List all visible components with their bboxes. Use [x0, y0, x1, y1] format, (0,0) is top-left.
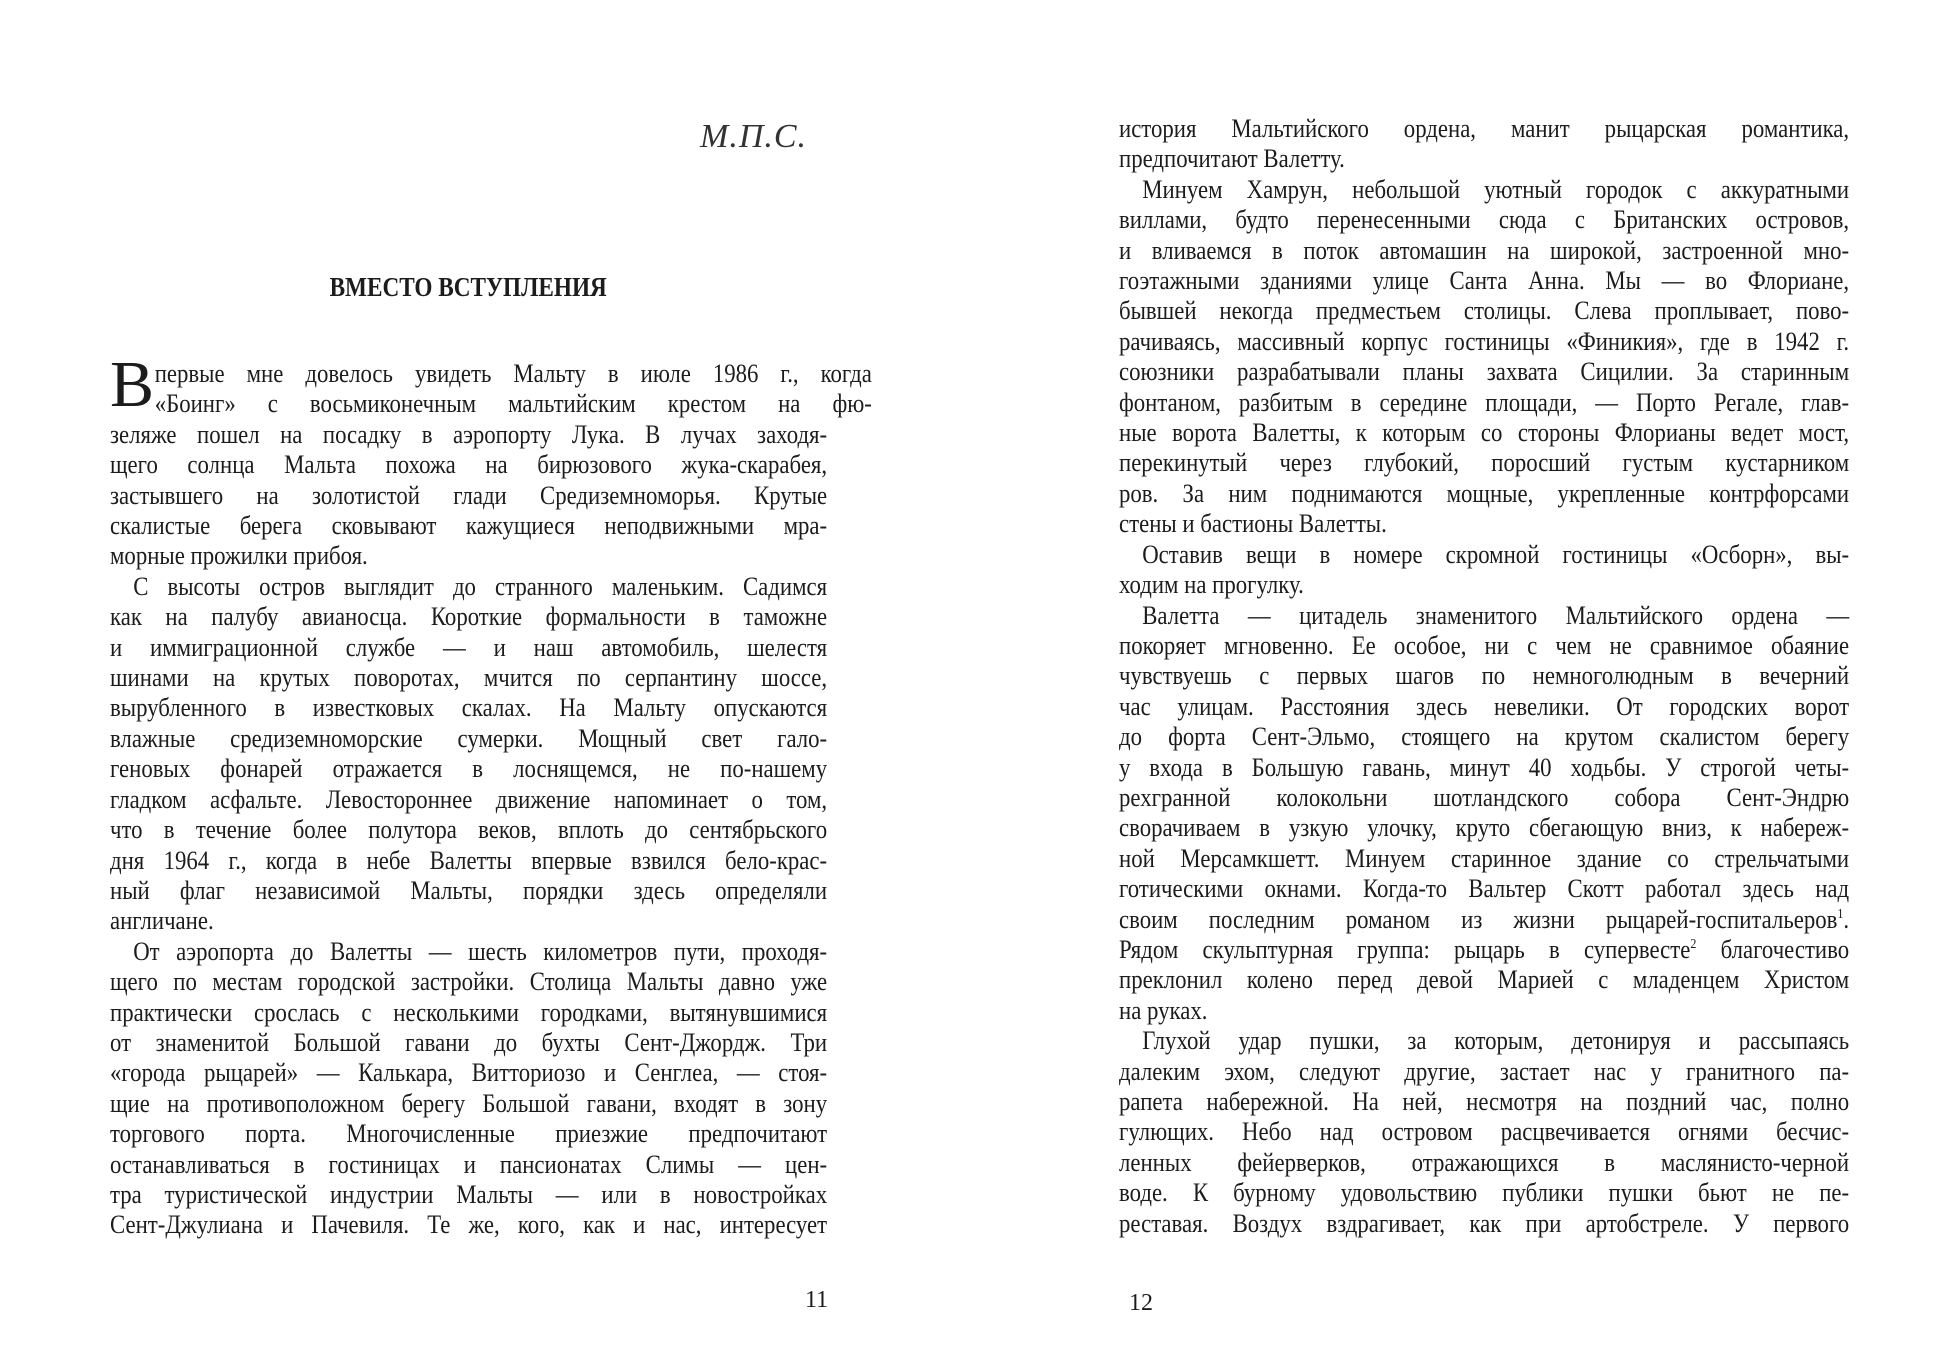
- text-line: ходим на прогулку.: [1119, 569, 1304, 600]
- text-line: далеким эхом, следуют другие, застает нас у гранитного па-: [1119, 1055, 1850, 1086]
- text-line-with-footnote: своим последним романом из жизни рыцарей-госпитальеров$^1$.: [1119, 903, 1850, 934]
- text-line-with-footnote: Рядом скульптурная группа: рыцарь в супервесте$^2$ благочестиво: [1119, 933, 1850, 964]
- text-line: геновых фонарей отражается в лоснящемся, не по-нашему: [110, 753, 828, 784]
- text-line: застывшего на золотистой глади Средиземноморья. Крутые: [110, 479, 828, 510]
- text-line: сворачиваем в узкую улочку, круто сбегающую вниз, к набереж-: [1119, 812, 1850, 843]
- text-line: ров. За ним поднимаются мощные, укрепленные контрфорсами: [1119, 477, 1850, 508]
- text-line: щего по местам городской застройки. Столица Мальты давно уже: [110, 966, 828, 997]
- text-line: щие на противоположном берегу Большой гавани, входят в зону: [110, 1087, 828, 1118]
- text-line: практически срослась с несколькими городками, вытянувшимися: [110, 996, 828, 1027]
- text-line: останавливаться в гостиницах и пансионатах Слимы — цен-: [110, 1148, 828, 1179]
- text-line: ные ворота Валетты, к которым со стороны Флорианы ведет мост,: [1119, 417, 1850, 448]
- text-line: Сент-Джулиана и Пачевиля. Те же, кого, как и нас, интересует: [110, 1209, 828, 1240]
- running-head: М.П.С.: [700, 118, 808, 155]
- chapter-title: ВМЕСТО ВСТУПЛЕНИЯ: [329, 272, 608, 302]
- text-line: и иммиграционной службе — и наш автомобиль, шелестя: [110, 631, 828, 662]
- text-line: тра туристической индустрии Мальты — или в новостройках: [110, 1178, 828, 1209]
- text-line: рапета набережной. На ней, несмотря на поздний час, полно: [1119, 1086, 1850, 1116]
- left-body-text: [110, 348, 872, 1240]
- text-line: покоряет мгновенно. Ее особое, ни с чем не сравнимое обаяние: [1119, 629, 1850, 660]
- text-line: первые мне довелось увидеть Мальту в июле 1986 г., когда: [154, 358, 872, 388]
- text-line: дня 1964 г., когда в небе Валетты впервые взвился бело-крас-: [110, 844, 828, 875]
- text-line: союзники разрабатывали планы захвата Сицилии. За старинным: [1119, 356, 1850, 387]
- text-line: предпочитают Валетту.: [1119, 143, 1345, 174]
- text-line: влажные средиземноморские сумерки. Мощный свет гало-: [110, 722, 828, 753]
- text-line: торгового порта. Многочисленные приезжие предпочитают: [110, 1118, 828, 1149]
- text-line: скалистые берега сковывают кажущиеся неподвижными мра-: [110, 510, 828, 541]
- right-body-text: [1119, 113, 1849, 1238]
- text-line: готическими окнами. Когда-то Вальтер Скотт работал здесь над: [1119, 873, 1850, 904]
- page-number: 11: [805, 1287, 829, 1313]
- footnote-ref-1[interactable]: 1: [1837, 906, 1844, 922]
- text-line: виллами, будто перенесенными сюда с Британских островов,: [1119, 204, 1850, 235]
- text-line: до форта Сент-Эльмо, стоящего на крутом скалистом берегу: [1119, 721, 1850, 752]
- text-line: воде. К бурному удовольствию публики пушки бьют не пе-: [1119, 1177, 1850, 1208]
- text-line: рехгранной колокольни шотландского собора Сент-Эндрю: [1119, 781, 1850, 812]
- text-line: морные прожилки прибоя.: [110, 540, 368, 571]
- text-line: С высоты остров выглядит до странного маленьким. Садимся: [133, 570, 828, 601]
- text-line: рачиваясь, массивный корпус гостиницы «Финикия», где в 1942 г.: [1119, 325, 1850, 356]
- text-line: шинами на крутых поворотах, мчится по серпантину шоссе,: [110, 662, 828, 693]
- text-line: бывшей некогда предместьем столицы. Слева проплывает, пово-: [1119, 295, 1850, 326]
- text-line: гладком асфальте. Левостороннее движение напоминает о том,: [110, 783, 828, 814]
- text-line: Валетта — цитадель знаменитого Мальтийского ордена —: [1142, 599, 1850, 630]
- text-line: фонтаном, разбитым в середине площади, — Порто Регале, глав-: [1119, 386, 1850, 417]
- text-line: Глухой удар пушки, за которым, детонируя и рассыпаясь: [1142, 1025, 1850, 1056]
- text-line: преклонил колено перед девой Марией с младенцем Христом: [1119, 964, 1850, 995]
- text-line: Оставив вещи в номере скромной гостиницы «Осборн», вы-: [1142, 538, 1850, 569]
- text-line: Минуем Хамрун, небольшой уютный городок с аккуратными: [1142, 173, 1850, 204]
- text-line: стены и бастионы Валетты.: [1119, 508, 1387, 539]
- text-line: зеляже пошел на посадку в аэропорту Лука. В лучах заходя-: [110, 418, 828, 449]
- text-line: англичане.: [110, 905, 214, 936]
- text-line: история Мальтийского ордена, манит рыцарская романтика,: [1119, 113, 1850, 143]
- text-line: что в течение более полутора веков, вплоть до сентябрьского: [110, 814, 828, 845]
- text-line: «Боинг» с восьмиконечным мальтийским крестом на фю-: [154, 388, 872, 419]
- text-line: реставая. Воздух вздрагивает, как при артобстреле. У первого: [1119, 1207, 1850, 1238]
- page-number: 12: [1129, 1290, 1153, 1316]
- text-line: гоэтажными зданиями улице Санта Анна. Мы — во Флориане,: [1119, 265, 1850, 296]
- text-line: у входа в Большую гавань, минут 40 ходьбы. У строгой четы-: [1119, 751, 1850, 782]
- first-paragraph-opening: [110, 348, 872, 421]
- text-line: и вливаемся в поток автомашин на широкой, застроенной мно-: [1119, 234, 1850, 265]
- text-line: как на палубу авианосца. Короткие формальности в таможне: [110, 601, 828, 632]
- text-line: ной Мерсамкшетт. Минуем старинное здание со стрельчатыми: [1119, 842, 1850, 873]
- text-line: щего солнца Мальта похожа на бирюзового жука-скарабея,: [110, 449, 828, 480]
- text-line: перекинутый через глубокий, поросший густым кустарником: [1119, 447, 1850, 478]
- text-line: гулющих. Небо над островом расцвечивается огнями бесчис-: [1119, 1116, 1850, 1147]
- text-line: от знаменитой Большой гавани до бухты Сент-Джордж. Три: [110, 1026, 828, 1057]
- text-line: От аэропорта до Валетты — шесть километров пути, проходя-: [133, 935, 828, 966]
- text-line: час улицам. Расстояния здесь невелики. От городских ворот: [1119, 690, 1850, 721]
- right-page: [975, 0, 1951, 1364]
- text-line: чувствуешь с первых шагов по немноголюдным в вечерний: [1119, 660, 1850, 691]
- text-line: ленных фейерверков, отражающихся в маслянисто-черной: [1119, 1146, 1850, 1177]
- left-page: [0, 0, 975, 1364]
- text-line: вырубленного в известковых скалах. На Мальту опускаются: [110, 692, 828, 723]
- text-line: «города рыцарей» — Калькара, Витториозо и Сенглеа, — стоя-: [110, 1057, 828, 1088]
- drop-cap: В: [110, 348, 155, 421]
- text-line: ный флаг независимой Мальты, порядки здесь определяли: [110, 874, 828, 905]
- text-line: на руках.: [1119, 994, 1208, 1025]
- footnote-ref-2[interactable]: 2: [1690, 937, 1697, 953]
